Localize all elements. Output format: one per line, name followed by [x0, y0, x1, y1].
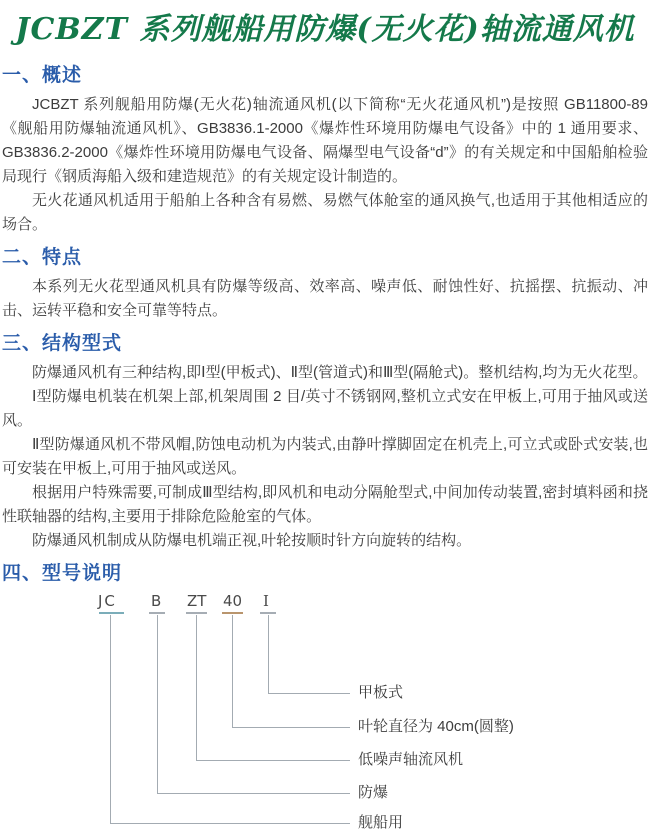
underline-tick-40 — [222, 612, 243, 614]
section-heading-structure: 三、结构型式 — [2, 333, 123, 354]
para-structure-3: Ⅱ型防爆通风机不带风帽,防蚀电动机为内装式,由静叶撑脚固定在机壳上,可立式或卧式安装,也可安装在甲板上,可用于抽风或送风。 — [2, 436, 648, 477]
connector-line-jc — [110, 615, 350, 824]
para-structure-2: Ⅰ型防爆电机装在机架上部,机架周围 2 目/英寸不锈钢网,整机立式安在甲板上,可用于抽风或送风。 — [2, 388, 648, 429]
section-heading-overview: 一、概述 — [2, 65, 83, 86]
model-code-40: 40 — [223, 592, 243, 610]
model-label-impeller-diam: 叶轮直径为 40cm(圆整) — [358, 718, 514, 735]
model-code-zt: ZT — [187, 592, 207, 610]
model-label-explosion-proof: 防爆 — [358, 784, 389, 801]
underline-tick-i — [260, 612, 276, 614]
model-code-jc: JC — [98, 592, 117, 610]
page-title: JCBZT 系列舰船用防爆(无火花)轴流通风机 — [15, 12, 635, 47]
underline-tick-jc — [99, 612, 124, 614]
para-overview-2: 无火花通风机适用于船舶上各种含有易燃、易燃气体舱室的通风换气,也适用于其他相适应的场合。 — [2, 192, 648, 233]
model-label-deck-type: 甲板式 — [358, 684, 404, 701]
model-code-b: B — [151, 592, 162, 610]
model-label-low-noise-axial: 低噪声轴流风机 — [358, 751, 464, 768]
para-structure-5: 防爆通风机制成从防爆电机端正视,叶轮按顺时针方向旋转的结构。 — [32, 532, 472, 549]
model-label-marine-use: 舰船用 — [358, 814, 404, 831]
section-heading-features: 二、特点 — [2, 247, 83, 268]
para-features-1: 本系列无火花型通风机具有防爆等级高、效率高、噪声低、耐蚀性好、抗摇摆、抗振动、冲击、运转平稳和安全可靠等特点。 — [2, 278, 648, 319]
model-number-diagram — [2, 591, 648, 837]
para-structure-1: 防爆通风机有三种结构,即Ⅰ型(甲板式)、Ⅱ型(管道式)和Ⅲ型(隔舱式)。整机结构,均为无火花型。 — [32, 364, 648, 381]
underline-tick-zt — [186, 612, 207, 614]
underline-tick-b — [149, 612, 165, 614]
section-heading-model: 四、型号说明 — [2, 563, 123, 584]
model-code-i: Ⅰ — [263, 592, 269, 610]
para-structure-4: 根据用户特殊需要,可制成Ⅲ型结构,即风机和电动分隔舱型式,中间加传动装置,密封填料函和挠性联轴器的结构,主要用于排除危险舱室的气体。 — [2, 484, 648, 525]
para-overview-1: JCBZT 系列舰船用防爆(无火花)轴流通风机(以下简称“无火花通风机”)是按照 GB11800-89《舰船用防爆轴流通风机》、GB3836.1-2000《爆炸性环境用防爆电气设备》中的 1 通用要求、GB3836.2-2000《爆炸性环境用防爆电气设备、隔爆型电气设备“d”》的有关规定和中国船舶检验局现行《钢质海船入级和建造规范》的有关规定设计制造的。 — [2, 96, 648, 185]
